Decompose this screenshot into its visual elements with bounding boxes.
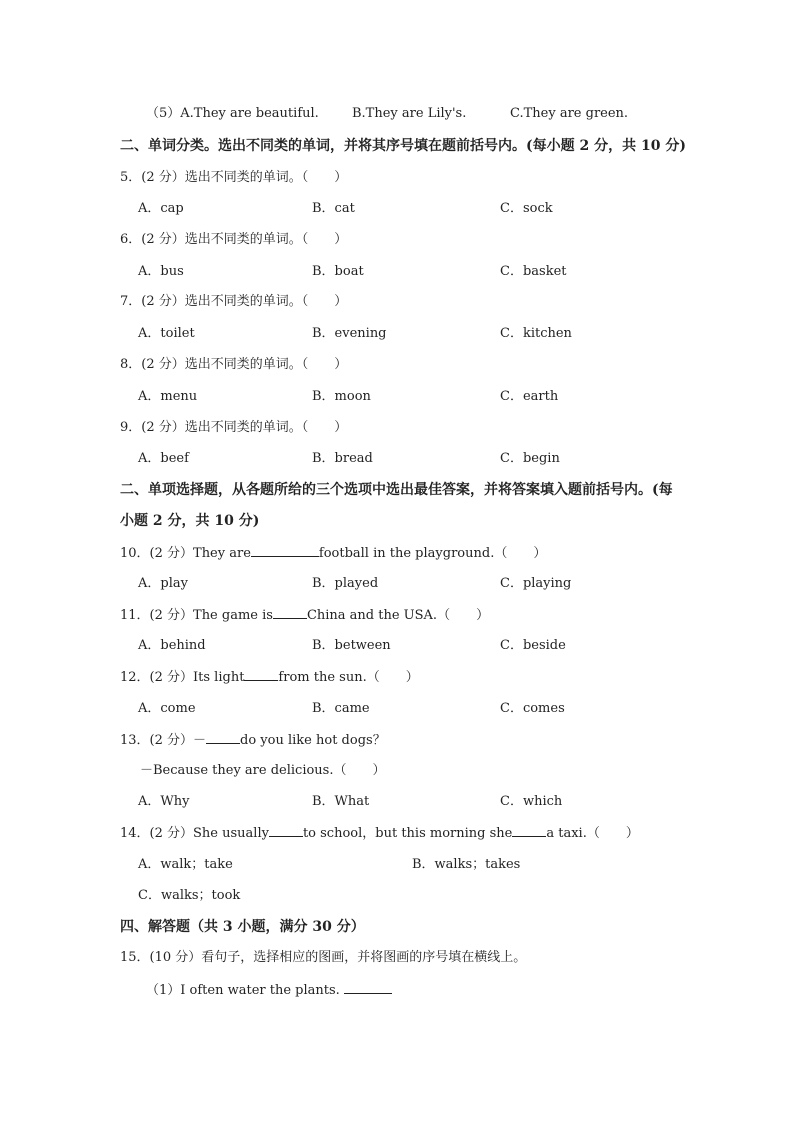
question-10-option-b: B．played	[312, 576, 379, 591]
section-heading-word-classification: 二、单词分类。选出不同类的单词，并将其序号填在题前括号内。(每小题 2 分，共 10 分)	[120, 138, 686, 154]
question-7-option-b: B．evening	[312, 326, 387, 341]
answer-blank	[512, 824, 546, 837]
question-13-dialogue-reply: －Because they are delicious.（ ）	[140, 763, 386, 778]
question-9-option-a: A．beef	[138, 451, 189, 466]
question-6-option-c: C．basket	[500, 264, 567, 279]
question-14-option-c: C．walks；took	[138, 888, 241, 903]
question-13-stem: 13．(2 分）－ do you like hot dogs？	[120, 733, 386, 748]
answer-blank	[273, 606, 307, 619]
question-6-option-a: A．bus	[138, 264, 184, 279]
answer-blank	[269, 824, 303, 837]
question-15-stem: 15．(10 分）看句子，选择相应的图画，并将图画的序号填在横线上。	[120, 950, 527, 965]
question-6-stem: 6．(2 分）选出不同类的单词。（ ）	[120, 232, 348, 247]
question-9-stem: 9．(2 分）选出不同类的单词。（ ）	[120, 420, 348, 435]
section-heading-multiple-choice: 二、单项选择题，从各题所给的三个选项中选出最佳答案，并将答案填入题前括号内。(每	[120, 482, 673, 498]
answer-blank	[251, 544, 319, 557]
question-13-option-c: C．which	[500, 794, 563, 809]
question-8-stem: 8．(2 分）选出不同类的单词。（ ）	[120, 357, 348, 372]
question-5-option-a: A．cap	[138, 201, 184, 216]
answer-blank	[344, 981, 392, 994]
question-15-1-stem: （1）I often water the plants.	[146, 981, 392, 1000]
question-11-stem: 11．(2 分）The game is China and the USA.（ ）	[120, 608, 490, 623]
question-13-option-b: B．What	[312, 794, 370, 809]
question-11-option-b: B．between	[312, 638, 391, 653]
question-5-option-b: B．cat	[312, 201, 355, 216]
question-12-option-b: B．came	[312, 701, 370, 716]
option-5c: C.They are green.	[510, 106, 629, 121]
question-12-stem: 12．(2 分）Its light from the sun.（ ）	[120, 670, 419, 685]
question-13-option-a: A．Why	[138, 794, 190, 809]
answer-blank	[244, 668, 278, 681]
question-5-option-c: C．sock	[500, 201, 553, 216]
question-11-option-a: A．behind	[138, 638, 206, 653]
question-10-option-a: A．play	[138, 576, 188, 591]
question-6-option-b: B．boat	[312, 264, 364, 279]
answer-blank	[206, 731, 240, 744]
question-12-option-a: A．come	[138, 701, 196, 716]
question-14-option-a: A．walk；take	[138, 857, 233, 872]
question-14-option-b: B．walks；takes	[412, 857, 521, 872]
question-9-option-b: B．bread	[312, 451, 373, 466]
question-10-option-c: C．playing	[500, 576, 572, 591]
question-8-option-c: C．earth	[500, 389, 559, 404]
question-9-option-c: C．begin	[500, 451, 560, 466]
section-heading-answer-questions: 四、解答题（共 3 小题，满分 30 分）	[120, 919, 365, 935]
question-8-option-a: A．menu	[138, 389, 198, 404]
question-12-option-c: C．comes	[500, 701, 565, 716]
section-heading-multiple-choice-cont: 小题 2 分，共 10 分)	[120, 513, 260, 529]
question-14-stem: 14．(2 分）She usually to school，but this morning she a taxi.（ ）	[120, 826, 639, 841]
option-5a: （5）A.They are beautiful.	[146, 106, 319, 121]
question-7-option-a: A．toilet	[138, 326, 195, 341]
question-5-stem: 5．(2 分）选出不同类的单词。（ ）	[120, 170, 348, 185]
question-7-option-c: C．kitchen	[500, 326, 572, 341]
question-8-option-b: B．moon	[312, 389, 371, 404]
question-10-stem: 10．(2 分）They are football in the playground.（ ）	[120, 546, 547, 561]
question-11-option-c: C．beside	[500, 638, 566, 653]
question-7-stem: 7．(2 分）选出不同类的单词。（ ）	[120, 294, 348, 309]
option-5b: B.They are Lily's.	[352, 106, 467, 121]
